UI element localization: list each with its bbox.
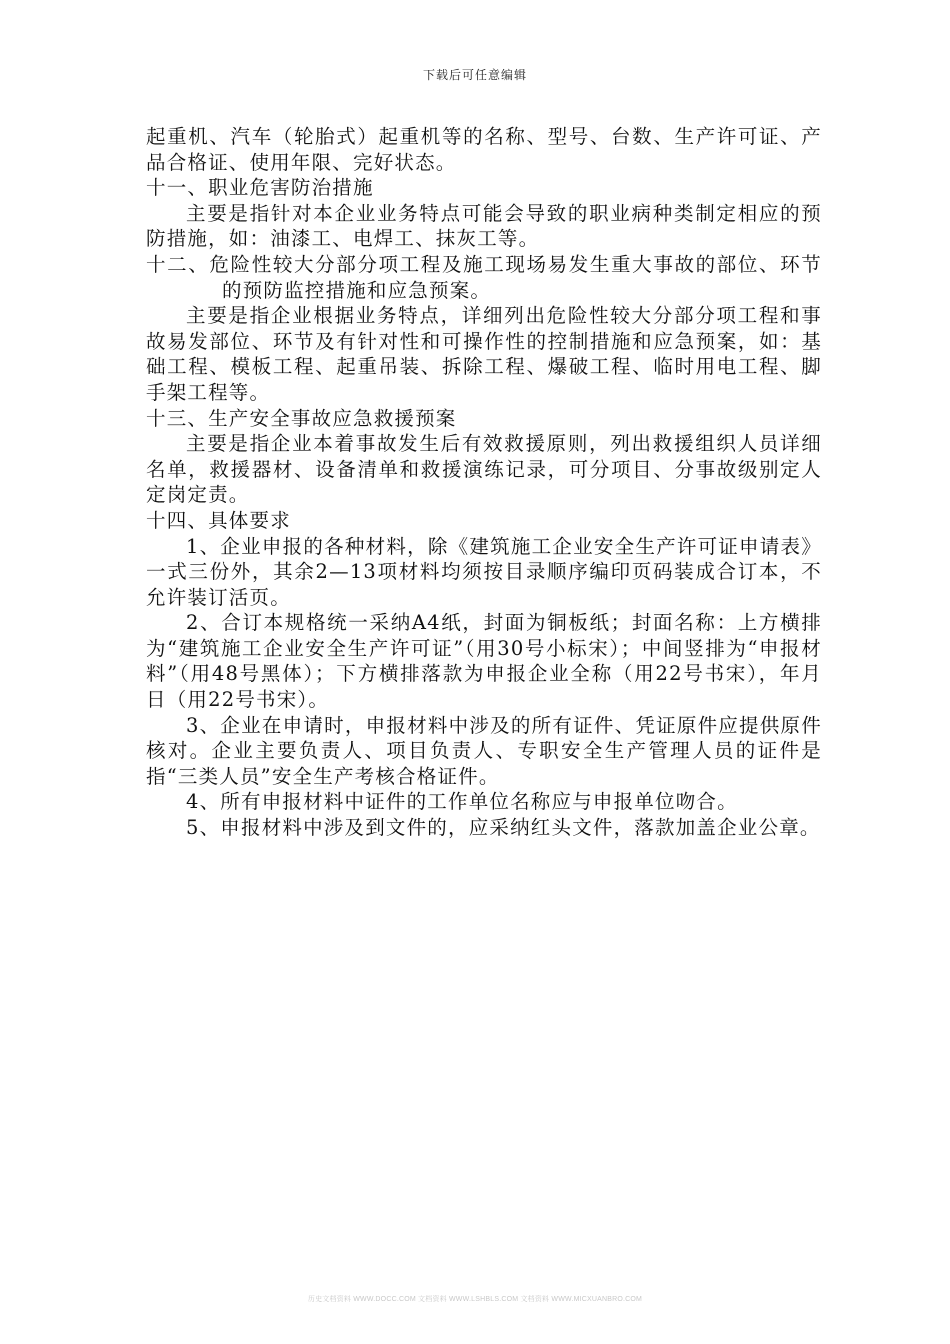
- document-body: [146, 124, 822, 841]
- paragraph-occupational-hazards: 主要是指针对本企业业务特点可能会导致的职业病种类制定相应的预防措施，如：油漆工、电焊工、抹灰工等。: [146, 201, 822, 251]
- heading-section-11: 十一、职业危害防治措施: [146, 176, 374, 200]
- heading-section-13: 十三、生产安全事故应急救援预案: [146, 406, 457, 430]
- requirement-item-3: 3、企业在申请时，申报材料中涉及的所有证件、凭证原件应提供原件核对。企业主要负责人、项目负责人、专职安全生产管理人员的证件是指“三类人员”安全生产考核合格证件。: [146, 713, 822, 788]
- watermark-footer: 历史文档资料 WWW.DOCC.COM 文档资料 WWW.LSHBLS.COM 文档资料 WWW.MICXUANBRO.COM: [307, 1296, 643, 1303]
- requirement-item-5: 5、申报材料中涉及到文件的，应采纳红头文件，落款加盖企业公章。: [186, 816, 821, 840]
- requirement-item-1: 1、企业申报的各种材料，除《建筑施工企业安全生产许可证申请表》一式三份外，其余2—13项材料均须按目录顺序编印页码装成合订本，不允许装订活页。: [146, 534, 822, 609]
- paragraph-hazardous-works: 主要是指企业根据业务特点，详细列出危险性较大分部分项工程和事故易发部位、环节及有针对性和可操作性的控制措施和应急预案，如：基础工程、模板工程、起重吊装、拆除工程、爆破工程、临时用电工程、脚手架工程等。: [146, 304, 822, 404]
- requirement-item-2: 2、合订本规格统一采纳A4纸，封面为铜板纸；封面名称：上方横排为“建筑施工企业安全生产许可证”（用30号小标宋）；中间竖排为“申报材料”（用48号黑体）；下方横排落款为申报企业全称（用22号书宋），年月日（用22号书宋）。: [146, 611, 822, 712]
- requirement-item-4: 4、所有申报材料中证件的工作单位名称应与申报单位吻合。: [186, 790, 738, 814]
- heading-section-12: 十二、危险性较大分部分项工程及施工现场易发生重大事故的部位、环节的预防监控措施和应急预案。: [146, 252, 822, 302]
- paragraph-emergency-plan: 主要是指企业本着事故发生后有效救援原则，列出救援组织人员详细名单，救援器材、设备清单和救援演练记录，可分项目、分事故级别定人定岗定责。: [146, 432, 822, 507]
- paragraph-crane-list: 起重机、汽车（轮胎式）起重机等的名称、型号、台数、生产许可证、产品合格证、使用年限、完好状态。: [146, 125, 822, 174]
- heading-section-14: 十四、具体要求: [146, 508, 291, 532]
- page-header: 下载后可任意编辑: [422, 68, 527, 82]
